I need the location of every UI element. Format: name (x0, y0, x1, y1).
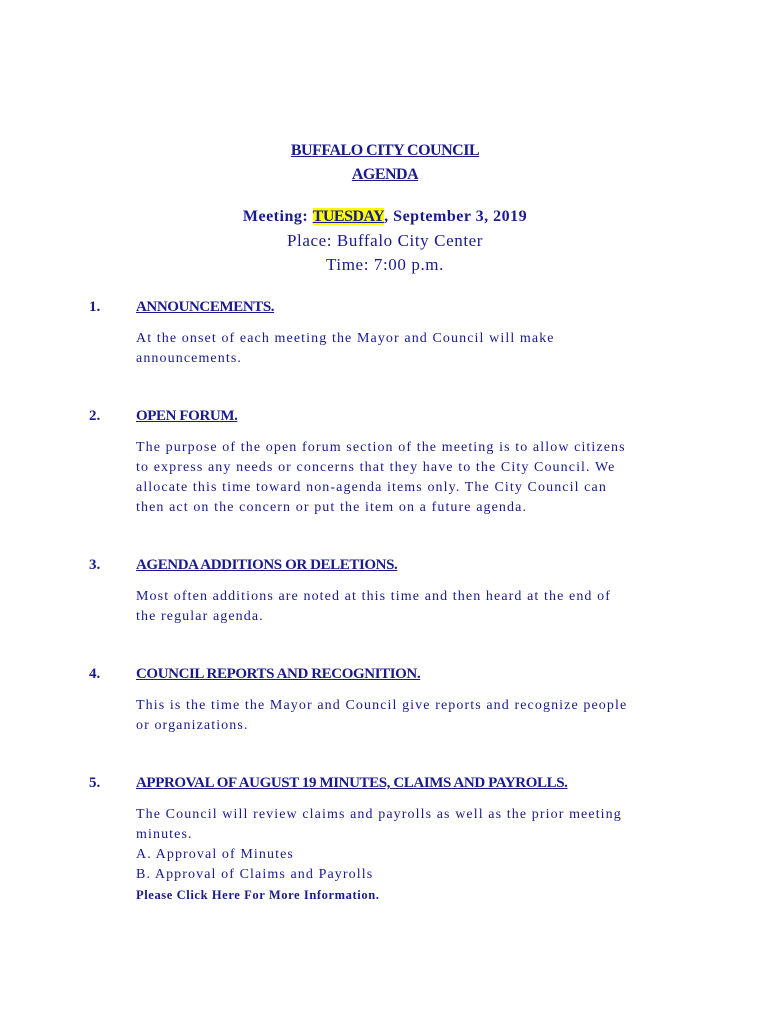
description-line: The purpose of the open forum section of the meeting is to allow citizens (136, 440, 626, 455)
item-number: 4. (89, 666, 101, 682)
description-line: or organizations. (136, 718, 249, 733)
item-description (136, 438, 681, 518)
description-line: announcements. (136, 351, 242, 366)
description-line: The Council will review claims and payrolls as well as the prior meeting (136, 807, 622, 822)
item-title: APPROVAL OF AUGUST 19 MINUTES, CLAIMS AND PAYROLLS. (136, 775, 568, 791)
item-description (136, 587, 681, 627)
item-description (136, 805, 681, 905)
item-title: ANNOUNCEMENTS. (136, 299, 275, 315)
more-information-link[interactable]: Please Click Here For More Information. (136, 888, 380, 902)
item-title: AGENDA ADDITIONS OR DELETIONS. (136, 557, 398, 573)
council-title: BUFFALO CITY COUNCIL (290, 142, 480, 159)
description-line: This is the time the Mayor and Council give reports and recognize people (136, 698, 628, 713)
meeting-date-line (0, 208, 770, 226)
item-description (136, 696, 681, 736)
meeting-place: Place: Buffalo City Center (286, 231, 484, 250)
description-line: allocate this time toward non-agenda items only. The City Council can (136, 480, 607, 495)
item-number: 1. (89, 299, 101, 315)
description-line: to express any needs or concerns that they have to the City Council. We (136, 460, 616, 475)
item-title: COUNCIL REPORTS AND RECOGNITION. (136, 666, 421, 682)
description-line: the regular agenda. (136, 609, 264, 624)
description-line: then act on the concern or put the item on a future agenda. (136, 500, 528, 515)
meeting-prefix: Meeting: (242, 208, 313, 225)
meeting-day-highlight: TUESDAY (312, 208, 385, 225)
agenda-heading: AGENDA (351, 166, 419, 183)
description-line: Most often additions are noted at this time and then heard at the end of (136, 589, 611, 604)
item-title: OPEN FORUM. (136, 408, 238, 424)
item-description (136, 329, 681, 369)
item-number: 3. (89, 557, 101, 573)
item-number: 2. (89, 408, 101, 424)
description-line: A. Approval of Minutes (136, 847, 294, 862)
description-line: At the onset of each meeting the Mayor and Council will make (136, 331, 555, 346)
description-line: minutes. (136, 827, 193, 842)
item-number: 5. (89, 775, 101, 791)
meeting-date: , September 3, 2019 (384, 208, 528, 225)
meeting-time: Time: 7:00 p.m. (326, 255, 444, 274)
description-line: B. Approval of Claims and Payrolls (136, 867, 374, 882)
